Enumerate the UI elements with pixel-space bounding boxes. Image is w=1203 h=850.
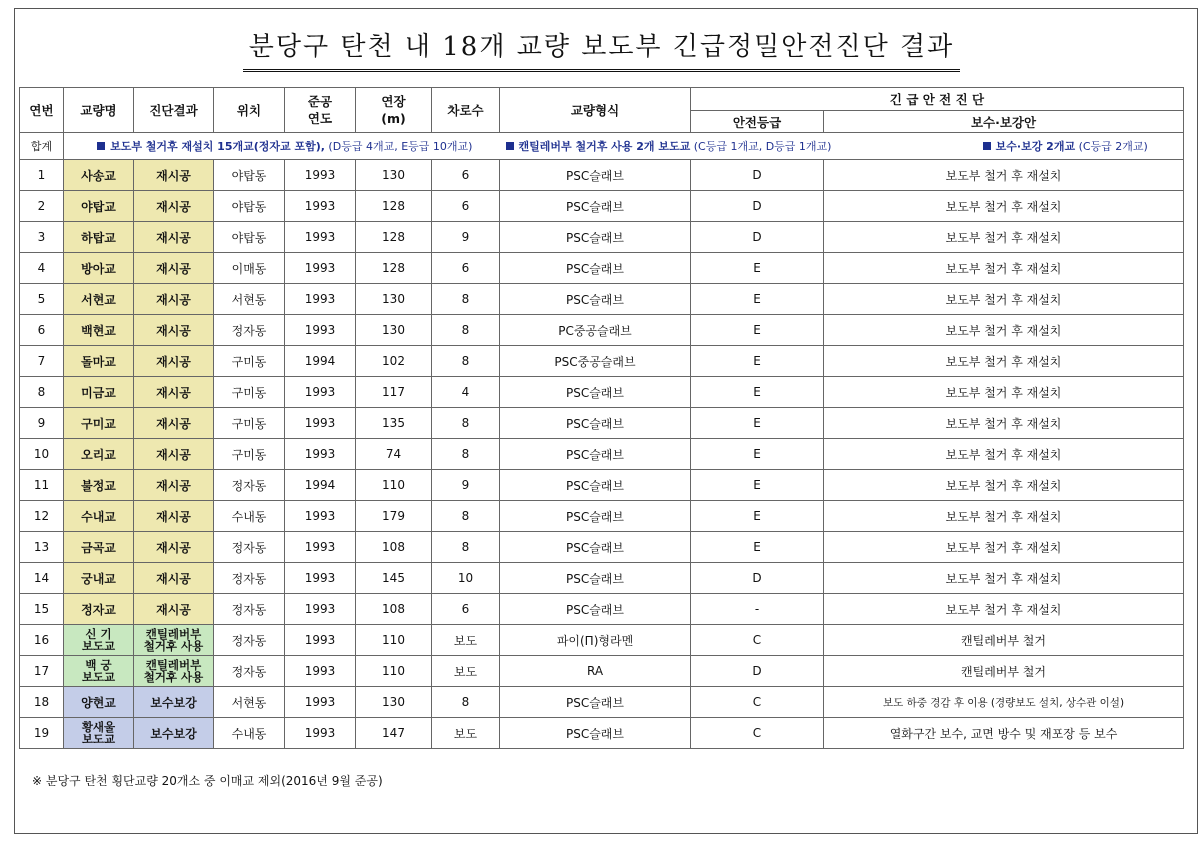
cell-type: 파이(Π)형라멘 [500,625,691,656]
cell-location: 야탑동 [214,222,285,253]
cell-lanes: 보도 [432,625,500,656]
cell-plan: 보도부 철거 후 재설치 [824,501,1184,532]
cell-type: PSC슬래브 [500,284,691,315]
cell-grade: E [691,315,824,346]
cell-grade: D [691,191,824,222]
table-row [20,160,1184,191]
summary-label: 합계 [20,133,64,160]
cell-year: 1993 [285,656,356,687]
cell-length: 179 [356,501,432,532]
cell-no: 17 [20,656,64,687]
cell-year: 1993 [285,191,356,222]
cell-result: 재시공 [134,222,214,253]
table-row [20,377,1184,408]
cell-lanes: 보도 [432,656,500,687]
cell-type: PSC슬래브 [500,253,691,284]
cell-result: 캔틸레버부 철거후 사용 [134,656,214,687]
cell-type: PSC슬래브 [500,687,691,718]
cell-no: 2 [20,191,64,222]
table-row [20,532,1184,563]
cell-location: 정자동 [214,563,285,594]
cell-year: 1993 [285,563,356,594]
summary-repair [824,133,1184,160]
cell-type: PC중공슬래브 [500,315,691,346]
cell-name: 황새울 보도교 [64,718,134,749]
header-length: 연장 (m) [356,88,432,133]
cell-length: 145 [356,563,432,594]
cell-result: 재시공 [134,439,214,470]
cell-no: 18 [20,687,64,718]
cell-year: 1993 [285,687,356,718]
cell-type: PSC슬래브 [500,718,691,749]
cell-location: 정자동 [214,625,285,656]
cell-name: 서현교 [64,284,134,315]
page-title: 분당구 탄천 내 18개 교량 보도부 긴급정밀안전진단 결과 [243,26,961,72]
cell-grade: E [691,408,824,439]
cell-no: 1 [20,160,64,191]
cell-name: 야탑교 [64,191,134,222]
cell-name: 구미교 [64,408,134,439]
cell-name: 금곡교 [64,532,134,563]
cell-location: 구미동 [214,346,285,377]
table-row [20,656,1184,687]
cell-length: 110 [356,656,432,687]
results-table [19,87,1184,749]
cell-no: 4 [20,253,64,284]
cell-location: 구미동 [214,377,285,408]
cell-length: 130 [356,687,432,718]
cell-no: 3 [20,222,64,253]
cell-grade: - [691,594,824,625]
cell-length: 130 [356,160,432,191]
table-row [20,625,1184,656]
cell-lanes: 8 [432,346,500,377]
summary-cantilever-main: 캔틸레버부 철거후 사용 2개 보도교 [518,140,691,153]
cell-result: 재시공 [134,315,214,346]
cell-year: 1993 [285,377,356,408]
cell-grade: E [691,501,824,532]
cell-plan: 보도부 철거 후 재설치 [824,377,1184,408]
cell-result: 캔틸레버부 철거후 사용 [134,625,214,656]
header-type: 교량형식 [500,88,691,133]
cell-year: 1993 [285,501,356,532]
cell-type: PSC슬래브 [500,160,691,191]
cell-location: 정자동 [214,470,285,501]
cell-year: 1993 [285,718,356,749]
cell-lanes: 8 [432,532,500,563]
cell-length: 110 [356,625,432,656]
cell-plan: 캔틸레버부 철거 [824,625,1184,656]
table-row [20,594,1184,625]
cell-type: PSC슬래브 [500,377,691,408]
summary-cantilever-grades: (C등급 1개교, D등급 1개교) [690,140,832,153]
cell-no: 14 [20,563,64,594]
cell-grade: D [691,563,824,594]
cell-location: 정자동 [214,315,285,346]
cell-length: 128 [356,222,432,253]
cell-name: 오리교 [64,439,134,470]
cell-name: 하탑교 [64,222,134,253]
cell-year: 1993 [285,408,356,439]
table-row [20,253,1184,284]
cell-result: 보수보강 [134,687,214,718]
table-row [20,439,1184,470]
cell-no: 10 [20,439,64,470]
cell-type: PSC슬래브 [500,408,691,439]
cell-no: 9 [20,408,64,439]
cell-result: 재시공 [134,377,214,408]
table-row [20,346,1184,377]
cell-result: 재시공 [134,470,214,501]
cell-plan: 캔틸레버부 철거 [824,656,1184,687]
cell-grade: E [691,532,824,563]
cell-plan: 보도부 철거 후 재설치 [824,532,1184,563]
table-row [20,718,1184,749]
cell-result: 재시공 [134,594,214,625]
summary-rebuild-grades: (D등급 4개교, E등급 10개교) [324,140,473,153]
cell-plan: 보도부 철거 후 재설치 [824,563,1184,594]
cell-grade: E [691,284,824,315]
cell-lanes: 4 [432,377,500,408]
header-grade: 안전등급 [691,111,824,133]
cell-grade: E [691,346,824,377]
cell-location: 구미동 [214,439,285,470]
cell-result: 보수보강 [134,718,214,749]
header-name: 교량명 [64,88,134,133]
cell-length: 74 [356,439,432,470]
cell-length: 128 [356,253,432,284]
cell-length: 130 [356,315,432,346]
cell-type: PSC슬래브 [500,563,691,594]
cell-grade: E [691,470,824,501]
cell-lanes: 8 [432,408,500,439]
cell-year: 1993 [285,253,356,284]
header-emergency: 긴 급 안 전 진 단 [691,88,1184,111]
cell-lanes: 8 [432,284,500,315]
cell-result: 재시공 [134,532,214,563]
cell-grade: C [691,625,824,656]
cell-lanes: 9 [432,470,500,501]
table-row [20,501,1184,532]
cell-lanes: 보도 [432,718,500,749]
cell-location: 야탑동 [214,160,285,191]
cell-year: 1993 [285,439,356,470]
cell-year: 1994 [285,470,356,501]
cell-name: 양현교 [64,687,134,718]
cell-grade: D [691,222,824,253]
cell-type: PSC슬래브 [500,191,691,222]
header-location: 위치 [214,88,285,133]
cell-location: 야탑동 [214,191,285,222]
cell-year: 1993 [285,625,356,656]
cell-name: 백 궁 보도교 [64,656,134,687]
cell-location: 이매동 [214,253,285,284]
cell-length: 102 [356,346,432,377]
cell-name: 방아교 [64,253,134,284]
table-row [20,222,1184,253]
summary-rebuild-main: 보도부 철거후 재설치 15개교(정자교 포함), [110,140,325,153]
cell-type: PSC슬래브 [500,470,691,501]
square-bullet-icon [97,142,105,150]
cell-result: 재시공 [134,408,214,439]
cell-name: 궁내교 [64,563,134,594]
cell-result: 재시공 [134,160,214,191]
cell-location: 수내동 [214,718,285,749]
table-row [20,315,1184,346]
cell-plan: 보도부 철거 후 재설치 [824,253,1184,284]
cell-grade: E [691,253,824,284]
cell-no: 8 [20,377,64,408]
cell-lanes: 6 [432,191,500,222]
cell-location: 정자동 [214,532,285,563]
cell-year: 1994 [285,346,356,377]
cell-year: 1993 [285,284,356,315]
cell-result: 재시공 [134,501,214,532]
cell-location: 정자동 [214,594,285,625]
cell-plan: 보도부 철거 후 재설치 [824,594,1184,625]
cell-location: 서현동 [214,284,285,315]
cell-plan: 보도부 철거 후 재설치 [824,439,1184,470]
cell-lanes: 8 [432,439,500,470]
cell-name: 돌마교 [64,346,134,377]
cell-plan: 보도부 철거 후 재설치 [824,160,1184,191]
header-lanes: 차로수 [432,88,500,133]
cell-no: 13 [20,532,64,563]
cell-no: 6 [20,315,64,346]
cell-length: 110 [356,470,432,501]
cell-length: 108 [356,594,432,625]
cell-type: PSC슬래브 [500,594,691,625]
cell-name: 미금교 [64,377,134,408]
summary-cantilever [500,133,832,160]
cell-type: PSC슬래브 [500,439,691,470]
cell-plan: 보도부 철거 후 재설치 [824,315,1184,346]
cell-plan: 보도부 철거 후 재설치 [824,346,1184,377]
cell-type: RA [500,656,691,687]
table-row [20,470,1184,501]
cell-name: 수내교 [64,501,134,532]
cell-name: 사송교 [64,160,134,191]
header-result: 진단결과 [134,88,214,133]
table-row [20,408,1184,439]
cell-no: 11 [20,470,64,501]
cell-year: 1993 [285,532,356,563]
cell-result: 재시공 [134,346,214,377]
cell-result: 재시공 [134,191,214,222]
cell-grade: E [691,439,824,470]
table-row [20,284,1184,315]
cell-type: PSC슬래브 [500,501,691,532]
cell-plan: 보도부 철거 후 재설치 [824,284,1184,315]
cell-no: 19 [20,718,64,749]
cell-year: 1993 [285,160,356,191]
cell-plan: 보도부 철거 후 재설치 [824,222,1184,253]
cell-type: PSC슬래브 [500,532,691,563]
cell-length: 130 [356,284,432,315]
cell-type: PSC슬래브 [500,222,691,253]
cell-no: 16 [20,625,64,656]
cell-location: 정자동 [214,656,285,687]
header-year: 준공 연도 [285,88,356,133]
cell-length: 147 [356,718,432,749]
table-row [20,191,1184,222]
cell-plan: 보도부 철거 후 재설치 [824,408,1184,439]
title-area [0,26,1203,72]
cell-lanes: 10 [432,563,500,594]
cell-plan: 열화구간 보수, 교면 방수 및 재포장 등 보수 [824,718,1184,749]
cell-length: 117 [356,377,432,408]
cell-no: 5 [20,284,64,315]
square-bullet-icon [506,142,514,150]
cell-name: 신 기 보도교 [64,625,134,656]
cell-lanes: 8 [432,501,500,532]
summary-repair-main: 보수·보강 2개교 [995,140,1076,153]
cell-result: 재시공 [134,284,214,315]
header-plan: 보수·보강안 [824,111,1184,133]
cell-location: 서현동 [214,687,285,718]
cell-result: 재시공 [134,253,214,284]
square-bullet-icon [983,142,991,150]
cell-plan: 보도부 철거 후 재설치 [824,191,1184,222]
cell-lanes: 6 [432,160,500,191]
summary-repair-grades: (C등급 2개교) [1075,140,1148,153]
cell-year: 1993 [285,594,356,625]
summary-row [20,133,1184,160]
cell-grade: C [691,718,824,749]
cell-lanes: 9 [432,222,500,253]
cell-lanes: 6 [432,594,500,625]
cell-lanes: 8 [432,315,500,346]
cell-grade: D [691,656,824,687]
cell-name: 불정교 [64,470,134,501]
cell-length: 128 [356,191,432,222]
cell-result: 재시공 [134,563,214,594]
cell-plan: 보도 하중 경감 후 이용 (경량보도 설치, 상수관 이설) [824,687,1184,718]
cell-location: 수내동 [214,501,285,532]
cell-location: 구미동 [214,408,285,439]
cell-length: 135 [356,408,432,439]
cell-type: PSC중공슬래브 [500,346,691,377]
cell-name: 백현교 [64,315,134,346]
cell-name: 정자교 [64,594,134,625]
cell-lanes: 6 [432,253,500,284]
footnote: ※ 분당구 탄천 횡단교량 20개소 중 이매교 제외(2016년 9월 준공) [32,774,383,788]
cell-grade: E [691,377,824,408]
cell-year: 1993 [285,315,356,346]
cell-no: 7 [20,346,64,377]
summary-rebuild [64,133,500,160]
cell-plan: 보도부 철거 후 재설치 [824,470,1184,501]
cell-lanes: 8 [432,687,500,718]
cell-year: 1993 [285,222,356,253]
cell-length: 108 [356,532,432,563]
table-row [20,687,1184,718]
cell-no: 12 [20,501,64,532]
table-row [20,563,1184,594]
cell-grade: D [691,160,824,191]
cell-no: 15 [20,594,64,625]
cell-grade: C [691,687,824,718]
header-no: 연번 [20,88,64,133]
